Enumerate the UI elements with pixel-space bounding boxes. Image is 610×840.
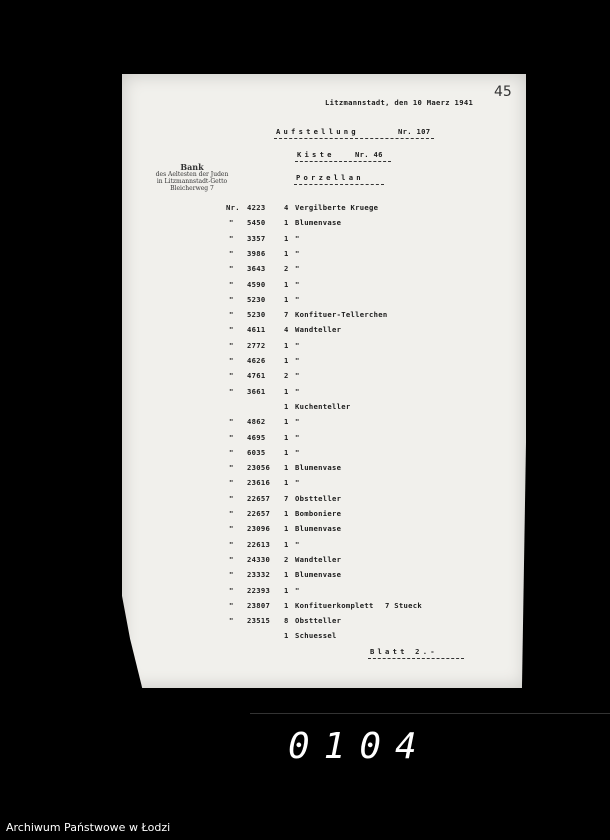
row-inventory-number: 3986 [247,248,266,258]
row-quantity: 2 [284,264,289,274]
row-quantity: 1 [284,356,289,365]
row-ditto-mark: " [229,570,234,580]
row-ditto-mark: " [229,310,234,320]
row-inventory-number: 3643 [247,264,266,274]
row-description: " [295,386,300,396]
row-quantity: 1 [284,524,289,534]
row-inventory-number: 4223 [247,203,266,212]
row-inventory-number: 5230 [247,310,266,320]
row-description: " [295,340,300,350]
page-number: 45 [494,84,512,100]
archive-label: Archiwum Państwowe w Łodzi [6,821,171,834]
row-quantity: 7 [284,310,289,320]
row-quantity: 1 [284,539,289,549]
row-inventory-number: 3357 [247,233,266,243]
row-description: Blumenvase [295,218,342,228]
document-title-number: Nr. 107 [398,127,431,136]
row-description: " [295,294,300,304]
row-quantity: 2 [284,554,289,564]
row-inventory-number: 4695 [247,432,266,442]
row-inventory-number: 22657 [247,509,271,518]
row-inventory-number: 5230 [247,294,266,304]
row-quantity: 8 [284,616,289,626]
box-underline [295,161,391,162]
row-quantity: 1 [284,585,289,595]
title-underline [274,138,434,139]
frame-counter [250,713,610,786]
row-inventory-number: 24330 [247,554,271,564]
stamp-line-3: in Litzmannstadt-Getto [156,178,228,185]
row-quantity: 1 [284,401,289,411]
row-ditto-mark: " [229,218,234,228]
row-quantity: 4 [284,325,289,335]
row-quantity: 1 [284,417,289,427]
row-description: Obstteller [295,493,342,503]
row-inventory-number: 23056 [247,463,271,473]
row-description: Kuchenteller [295,401,351,411]
row-inventory-number: 4862 [247,417,266,427]
row-quantity: 4 [284,203,289,212]
row-inventory-number: 5450 [247,218,266,228]
row-quantity: 1 [284,600,289,610]
row-inventory-number: 22393 [247,585,271,595]
row-inventory-number: 23807 [247,600,271,610]
document-title: Aufstellung [276,127,359,136]
row-quantity: 1 [284,386,289,396]
row-description: " [295,585,300,595]
row-quantity: 1 [284,218,289,228]
row-description: Vergilberte Kruege [295,203,379,212]
row-ditto-mark: " [229,264,234,274]
row-ditto-mark: " [229,340,234,350]
place-date: Litzmannstadt, den 10 Maerz 1941 [325,98,474,107]
row-quantity: 1 [284,478,289,488]
row-quantity: 1 [284,570,289,580]
row-ditto-mark: " [229,371,234,381]
row-description: " [295,417,300,427]
row-inventory-number: 4761 [247,371,266,381]
row-quantity: 1 [284,631,289,641]
box-label: Kiste [297,150,335,159]
stamp-line-2: des Aeltesten der Juden [155,171,229,178]
nr-prefix: Nr. [226,203,240,212]
row-description: Blumenvase [295,463,342,473]
row-description: " [295,478,300,488]
row-description: " [295,248,300,258]
row-description: " [295,356,300,365]
archive-footer [0,813,610,840]
stamp-line-4: Bleicherweg 7 [170,185,214,192]
row-ditto-mark: " [229,325,234,335]
row-inventory-number: 22613 [247,539,271,549]
row-description: " [295,264,300,274]
row-description: " [295,371,300,381]
row-quantity: 1 [284,463,289,473]
row-quantity: 1 [284,233,289,243]
row-description: Konfituer-Tellerchen [295,310,388,320]
row-ditto-mark: " [229,279,234,289]
row-quantity: 1 [284,432,289,442]
row-ditto-mark: " [229,447,234,457]
row-quantity: 2 [284,371,289,381]
row-ditto-mark: " [229,524,234,534]
row-description: Wandteller [295,554,342,564]
row-quantity: 1 [284,340,289,350]
row-ditto-mark: " [229,478,234,488]
row-description: Blumenvase [295,524,342,534]
row-inventory-number: 2772 [247,340,266,350]
footer-underline [368,658,464,659]
row-description: " [295,432,300,442]
row-ditto-mark: " [229,233,234,243]
bank-stamp [140,164,244,192]
row-inventory-number: 4590 [247,279,266,289]
row-description: " [295,279,300,289]
row-description: Obstteller [295,616,342,626]
row-inventory-number: 23515 [247,616,271,626]
row-ditto-mark: " [229,294,234,304]
frame-counter-digits: 0104 [288,726,431,767]
row-ditto-mark: " [229,509,234,518]
category-underline [294,184,384,185]
row-ditto-mark: " [229,432,234,442]
row-ditto-mark: " [229,463,234,473]
row-quantity: 1 [284,509,289,518]
row-inventory-number: 23332 [247,570,271,580]
row-quantity: 1 [284,294,289,304]
row-description: " [295,447,300,457]
row-ditto-mark: " [229,248,234,258]
row-ditto-mark: " [229,493,234,503]
row-quantity: 1 [284,248,289,258]
sheet-footer: Blatt 2.- [370,647,438,656]
box-number: Nr. 46 [355,150,383,159]
row-ditto-mark: " [229,417,234,427]
category-label: Porzellan [296,173,364,182]
row-ditto-mark: " [229,600,234,610]
row-inventory-number: 4611 [247,325,266,335]
row-description: Schuessel [295,631,337,641]
row-ditto-mark: " [229,539,234,549]
row-inventory-number: 6035 [247,447,266,457]
row-inventory-number: 23096 [247,524,271,534]
row-description: " [295,233,300,243]
row-inventory-number: 22657 [247,493,271,503]
row-ditto-mark: " [229,356,234,365]
row-ditto-mark: " [229,554,234,564]
row-description: Konfituerkomplett [295,600,374,610]
row-quantity: 1 [284,447,289,457]
row-inventory-number: 23616 [247,478,271,488]
row-ditto-mark: " [229,585,234,595]
row-description: " [295,539,300,549]
row-ditto-mark: " [229,386,234,396]
row-extra: 7 Stueck [385,600,423,610]
row-inventory-number: 3661 [247,386,266,396]
row-inventory-number: 4626 [247,356,266,365]
row-description: Bomboniere [295,509,342,518]
row-description: Wandteller [295,325,342,335]
row-quantity: 1 [284,279,289,289]
row-quantity: 7 [284,493,289,503]
row-ditto-mark: " [229,616,234,626]
row-description: Blumenvase [295,570,342,580]
stamp-line-1: Bank [180,162,204,172]
